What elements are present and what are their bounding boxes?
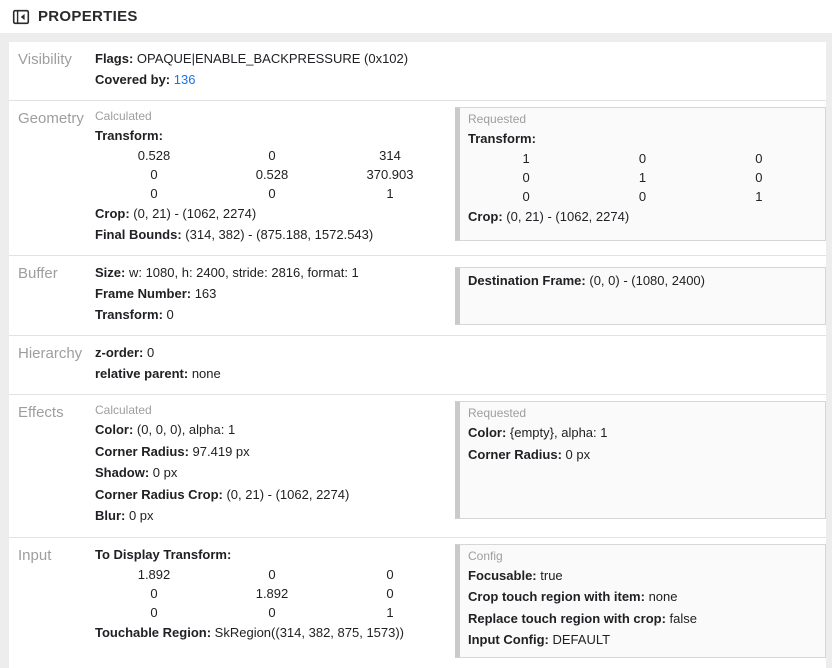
effects-calculated-group <box>95 401 455 527</box>
section-label: Geometry <box>18 110 84 127</box>
prop-flags <box>95 48 814 69</box>
section-label: Input <box>18 546 52 564</box>
page-title: PROPERTIES <box>38 8 138 25</box>
to-display-transform-matrix: 1.892 0 0 0 1.892 0 0 0 1 <box>137 566 394 620</box>
prop-corner-radius-crop: Corner Radius Crop: (0, 21) - (1062, 2274) <box>95 486 350 502</box>
prop-final-bounds: Final Bounds: (314, 382) - (875.188, 1572.543) <box>95 227 374 242</box>
requested-box <box>455 401 826 519</box>
hierarchy-properties <box>95 342 826 384</box>
input-properties <box>95 544 455 658</box>
group-label: Requested <box>468 406 527 420</box>
buffer-frame-group <box>455 262 826 325</box>
prop-replace-touch-region: Replace touch region with crop: false <box>468 610 698 626</box>
prop-key: Flags: <box>95 51 134 66</box>
prop-corner-radius: Corner Radius: 97.419 px <box>95 443 250 459</box>
prop-transform-label: Transform: <box>468 131 536 146</box>
prop-destination-frame: Destination Frame: (0, 0) - (1080, 2400) <box>468 273 705 288</box>
prop-blur: Blur: 0 px <box>95 508 154 523</box>
section-label: Effects <box>18 404 64 421</box>
prop-size: Size: w: 1080, h: 2400, stride: 2816, format: 1 <box>95 265 359 280</box>
section-visibility <box>9 42 826 101</box>
prop-shadow: Shadow: 0 px <box>95 465 178 480</box>
prop-covered-by <box>95 69 814 90</box>
prop-focusable: Focusable: true <box>468 567 563 583</box>
transform-matrix: 0.528 0 314 0 0.528 370.903 0 0 1 <box>137 148 414 201</box>
prop-touchable-region: Touchable Region: SkRegion((314, 382, 875, 1573)) <box>95 624 405 640</box>
group-label: Requested <box>468 112 527 126</box>
prop-z-order: z-order: 0 <box>95 345 155 360</box>
requested-box <box>455 107 826 241</box>
prop-to-display-transform-label: To Display Transform: <box>95 546 232 562</box>
prop-relative-parent: relative parent: none <box>95 366 221 381</box>
properties-header <box>0 0 832 33</box>
section-label: Hierarchy <box>18 345 83 362</box>
prop-color: Color: (0, 0, 0), alpha: 1 <box>95 422 236 437</box>
geometry-requested-group <box>455 107 826 245</box>
section-label: Visibility <box>18 51 72 68</box>
prop-transform: Transform: 0 <box>95 307 174 322</box>
prop-crop: Crop: (0, 21) - (1062, 2274) <box>95 206 257 221</box>
prop-crop: Crop: (0, 21) - (1062, 2274) <box>468 209 630 224</box>
prop-corner-radius: Corner Radius: 0 px <box>468 446 591 462</box>
group-label: Config <box>468 548 503 563</box>
section-hierarchy <box>9 336 826 395</box>
prop-color: Color: {empty}, alpha: 1 <box>468 425 608 440</box>
config-box <box>455 544 826 658</box>
geometry-calculated-group <box>95 107 455 245</box>
prop-frame-number: Frame Number: 163 <box>95 286 217 301</box>
section-effects <box>9 395 826 538</box>
prop-input-config: Input Config: DEFAULT <box>468 632 611 647</box>
buffer-properties <box>95 262 455 325</box>
properties-content <box>9 42 826 668</box>
section-label: Buffer <box>18 265 58 282</box>
section-geometry <box>9 101 826 256</box>
group-label: Calculated <box>95 109 152 123</box>
collapse-panel-icon <box>12 8 30 26</box>
prop-crop-touch-region: Crop touch region with item: none <box>468 589 678 604</box>
group-label: Calculated <box>95 403 152 417</box>
input-config-group <box>455 544 826 658</box>
visibility-properties <box>95 48 826 90</box>
prop-value: OPAQUE|ENABLE_BACKPRESSURE (0x102) <box>136 51 409 66</box>
destination-frame-box <box>455 267 826 325</box>
section-buffer <box>9 256 826 336</box>
collapse-panel-button[interactable] <box>12 8 30 26</box>
covered-by-link[interactable]: 136 <box>173 72 196 87</box>
effects-requested-group <box>455 401 826 527</box>
prop-key: Covered by: <box>95 72 171 87</box>
prop-transform-label: Transform: <box>95 128 163 143</box>
transform-matrix: 1 0 0 0 1 0 0 0 1 <box>522 151 763 204</box>
section-input <box>9 538 826 668</box>
